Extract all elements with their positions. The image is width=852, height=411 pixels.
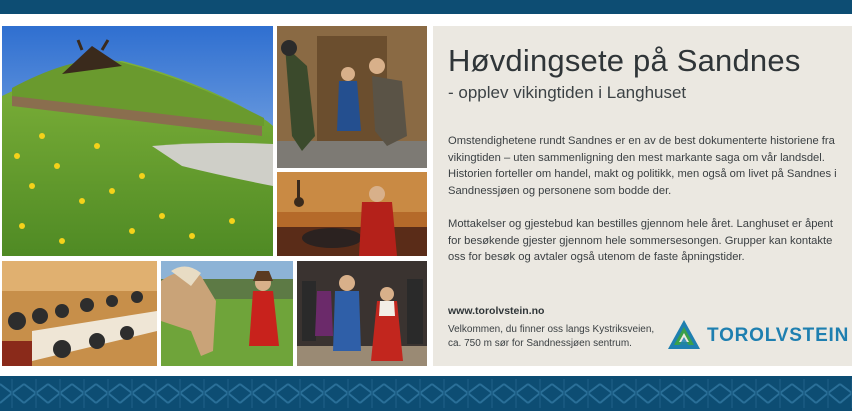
torolvstein-logo-icon bbox=[667, 319, 701, 351]
torolvstein-logo bbox=[667, 319, 850, 351]
booking-paragraph: Mottakelser og gjestebud kan bestilles gjennom hele året. Langhuset er åpent for besøkende gjester gjennom hele sommersesongen. Grupper kan kontakte oss for besøk og avtaler også utenom de faste åpningstider. bbox=[448, 218, 833, 264]
longhouse-photo bbox=[2, 26, 273, 256]
info-panel bbox=[433, 26, 852, 366]
history-paragraph: Omstendighetene rundt Sandnes er en av de best dokumenterte historiene fra vikingtiden – uten sammenligning den mest markante saga om vår landsdel. Historien forteller om handel, makt og politikk, men også om livet på Sandnes i Sandnessjøen og personene som bodde der. bbox=[448, 135, 837, 197]
feast-hall-photo bbox=[2, 261, 157, 366]
cooking-photo bbox=[277, 172, 427, 256]
bottom-pattern-band bbox=[0, 376, 852, 411]
website-link[interactable]: www.torolvstein.no bbox=[448, 305, 545, 317]
horse-photo bbox=[161, 261, 293, 366]
vikings-door-photo bbox=[277, 26, 427, 168]
page-subtitle: - opplev vikingtiden i Langhuset bbox=[448, 83, 687, 102]
knotwork-pattern bbox=[0, 376, 852, 411]
page-title: Høvdingsete på Sandnes bbox=[448, 43, 801, 78]
welcome-text: Velkommen, du finner oss langs Kystriksveien, ca. 750 m sør for Sandnessjøen sentrum. bbox=[448, 324, 655, 349]
dance-photo bbox=[297, 261, 427, 366]
logo-text: TOROLVSTEIN bbox=[707, 325, 850, 346]
top-band bbox=[0, 0, 852, 14]
